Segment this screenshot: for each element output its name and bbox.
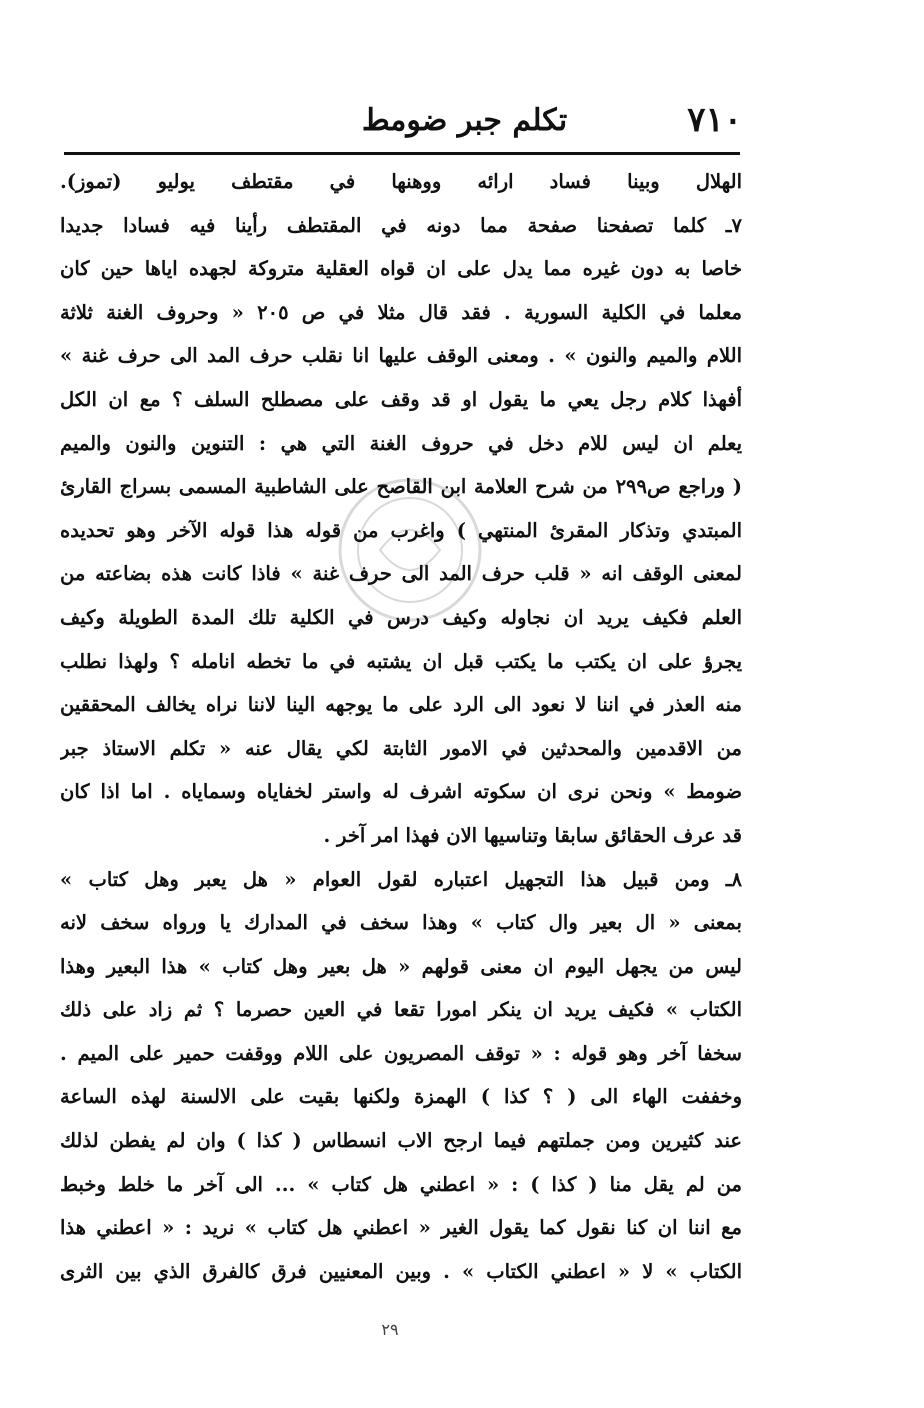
header-rule (64, 152, 740, 155)
text-line: ليس من يجهل اليوم ان معنى قولهم « هل بعير وهل كتاب » هذا البعير وهذا (60, 954, 742, 978)
text-line: لمعنى الوقف انه « قلب حرف المد الى حرف غنة » فاذا كانت هذه بضاعته من (60, 562, 742, 586)
text-line: العلم فكيف يريد ان نجاوله وكيف درس في الكلية تلك المدة الطويلة وكيف (60, 605, 742, 629)
footer-mark: ٢٩ (381, 1320, 399, 1339)
text-line: ( وراجع ص٢٩٩ من شرح العلامة ابن القاصح على الشاطبية المسمى بسراج القارئ (60, 475, 742, 499)
text-line: ٧ـ كلما تصفحنا صفحة مما دونه في المقتطف رأينا فيه فسادا جديدا (60, 213, 742, 237)
text-line: من الاقدمين والمحدثين في الامور الثابتة لكي يقال عنه « تكلم الاستاذ جبر (60, 736, 742, 760)
page-number: ٧١٠ (687, 100, 742, 140)
text-line: وخففت الهاء الى ( ؟ كذا ) الهمزة ولكنها بقيت على الالسنة لهذه الساعة (60, 1085, 742, 1109)
text-line: ضومط » ونحن نرى ان سكوته اشرف له واستر لخفاياه وسماياه . اما اذا كان (60, 780, 742, 804)
running-title: تكلم جبر ضومط (361, 102, 568, 138)
body-text (60, 160, 742, 1293)
text-line: يجرؤ على ان يكتب ما يكتب قبل ان يشتبه في ما تخطه انامله ؟ ولهذا نطلب (60, 649, 742, 673)
text-line: يعلم ان ليس للام دخل في حروف الغنة التي هي : التنوين والنون والميم (60, 431, 742, 455)
text-line: المبتدي وتذكار المقرئ المنتهي ) واغرب من قوله هذا قوله الآخر وهو تحديده (60, 518, 742, 542)
text-line: أفهذا كلام رجل يعي ما يقول او قد وقف على مصطلح السلف ؟ مع ان الكل (60, 387, 742, 411)
text-line: الكتاب » فكيف يريد ان ينكر امورا تقعا في العين حصرما ؟ ثم زاد على ذلك (60, 998, 742, 1022)
text-line: ٨ـ ومن قبيل هذا التجهيل اعتباره لقول العوام « هل يعبر وهل كتاب » (60, 867, 742, 891)
text-line: من لم يقل منا ( كذا ) : « اعطني هل كتاب » ... الى آخر ما خلط وخبط (60, 1172, 742, 1196)
text-line: معلما في الكلية السورية . فقد قال مثلا في ص ٢٠٥ « وحروف الغنة ثلاثة (60, 300, 742, 324)
page-header (62, 96, 742, 144)
text-line: الكتاب » لا « اعطني الكتاب » . وبين المعنيين فرق كالفرق الذي بين الثرى (60, 1259, 742, 1283)
text-line: بمعنى « ال بعير وال كتاب » وهذا سخف في المدارك يا ورواه سخف لانه (60, 911, 742, 935)
text-line: الهلال وبينا فساد ارائه ووهنها في مقتطف يوليو (تموز). (60, 170, 742, 193)
text-line: مع اننا ان كنا نقول كما يقول الغير « اعطني هل كتاب » نريد : « اعطني هذا (60, 1216, 742, 1240)
text-line: خاصا به دون غيره مما يدل على ان قواه العقلية متروكة لجهده اياها حين كان (60, 257, 742, 281)
text-line: منه العذر في اننا لا نعود الى الرد على ما يوجهه الينا لاننا نراه يخالف المحققين (60, 693, 742, 717)
text-line: عند كثيرين ومن جملتهم فيما ارجح الاب انسطاس ( كذا ) وان لم يفطن لذلك (60, 1129, 742, 1153)
text-line: سخفا آخر وهو قوله : « توقف المصريون على اللام ووقفت حمير على الميم . (60, 1041, 742, 1065)
text-line: اللام والميم والنون » . ومعنى الوقف عليها انا نقلب حرف المد الى حرف غنة » (60, 344, 742, 368)
text-line: قد عرف الحقائق سابقا وتناسيها الان فهذا امر آخر . (323, 823, 742, 847)
